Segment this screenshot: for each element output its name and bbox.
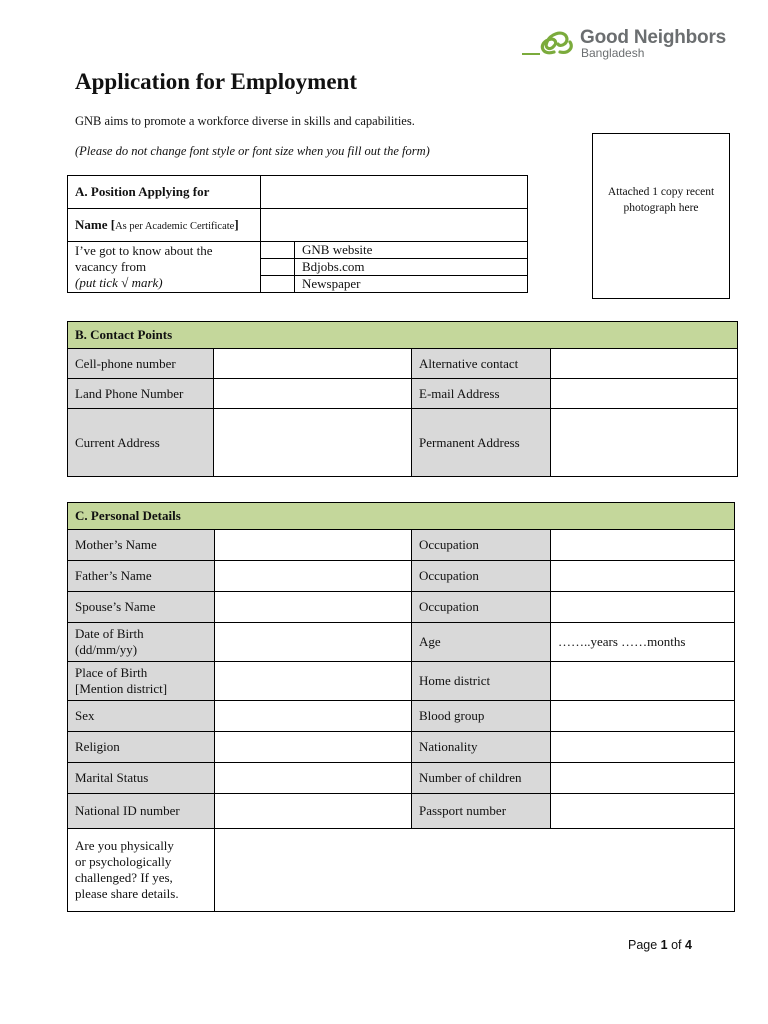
religion-input[interactable]: [215, 732, 412, 763]
challenged-label-line2: or psychologically: [75, 854, 172, 869]
alternative-contact-label: Alternative contact: [412, 349, 551, 379]
email-input[interactable]: [551, 379, 738, 409]
section-b-header: B. Contact Points: [68, 322, 738, 349]
good-neighbors-logo-icon: [520, 26, 578, 60]
mother-occupation-label: Occupation: [412, 530, 551, 561]
section-a-table: [67, 175, 528, 293]
challenged-label: [68, 829, 215, 912]
passport-number-input[interactable]: [551, 794, 735, 829]
nationality-label: Nationality: [412, 732, 551, 763]
photo-box[interactable]: [592, 133, 730, 299]
spouses-name-input[interactable]: [215, 592, 412, 623]
font-note: (Please do not change font style or font size when you fill out the form): [75, 144, 430, 158]
age-label: Age: [412, 623, 551, 662]
page-number: [628, 938, 692, 952]
name-label-note: As per Academic Certificate: [115, 220, 235, 232]
position-label: A. Position Applying for: [68, 176, 261, 209]
blood-group-input[interactable]: [551, 701, 735, 732]
spouse-occupation-input[interactable]: [551, 592, 735, 623]
fathers-name-label: Father’s Name: [68, 561, 215, 592]
page-total: 4: [685, 938, 692, 952]
logo-subtitle: Bangladesh: [581, 46, 645, 60]
photo-box-line1: Attached 1 copy recent: [607, 186, 715, 198]
cell-phone-label: Cell-phone number: [68, 349, 214, 379]
spouse-occupation-label: Occupation: [412, 592, 551, 623]
position-input[interactable]: [261, 176, 528, 209]
place-of-birth-label-line1: Place of Birth: [75, 665, 148, 680]
national-id-input[interactable]: [215, 794, 412, 829]
sex-input[interactable]: [215, 701, 412, 732]
religion-label: Religion: [68, 732, 215, 763]
name-label: [68, 209, 261, 242]
vacancy-label-line3: (put tick √ mark): [75, 275, 163, 290]
age-input[interactable]: ……..years ……months: [551, 623, 735, 662]
tick-box-newspaper[interactable]: [261, 276, 295, 293]
page-current: 1: [660, 938, 668, 952]
mothers-name-input[interactable]: [215, 530, 412, 561]
marital-status-input[interactable]: [215, 763, 412, 794]
email-label: E-mail Address: [412, 379, 551, 409]
current-address-input[interactable]: [214, 409, 412, 477]
sex-label: Sex: [68, 701, 215, 732]
date-of-birth-input[interactable]: [215, 623, 412, 662]
photo-box-line2: photograph here: [623, 202, 699, 214]
page-mid: of: [667, 938, 685, 952]
tick-box-bdjobs[interactable]: [261, 259, 295, 276]
source-gnb-website: GNB website: [295, 242, 528, 259]
vacancy-label-line2: vacancy from: [75, 259, 147, 274]
challenged-label-line4: please share details.: [75, 886, 179, 901]
land-phone-input[interactable]: [214, 379, 412, 409]
place-of-birth-label: [68, 662, 215, 701]
tick-box-gnb-website[interactable]: [261, 242, 295, 259]
alternative-contact-input[interactable]: [551, 349, 738, 379]
name-input[interactable]: [261, 209, 528, 242]
passport-number-label: Passport number: [412, 794, 551, 829]
father-occupation-input[interactable]: [551, 561, 735, 592]
place-of-birth-input[interactable]: [215, 662, 412, 701]
vacancy-label-line1: I’ve got to know about the: [75, 243, 213, 258]
marital-status-label: Marital Status: [68, 763, 215, 794]
date-of-birth-label: [68, 623, 215, 662]
place-of-birth-label-line2: [Mention district]: [75, 681, 168, 696]
challenged-label-line1: Are you physically: [75, 838, 174, 853]
date-of-birth-label-line2: (dd/mm/yy): [75, 642, 138, 657]
source-newspaper: Newspaper: [295, 276, 528, 293]
name-label-close: ]: [234, 216, 239, 232]
land-phone-label: Land Phone Number: [68, 379, 214, 409]
section-b-table: [67, 321, 738, 477]
home-district-input[interactable]: [551, 662, 735, 701]
current-address-label: Current Address: [68, 409, 214, 477]
challenged-details-input[interactable]: [215, 829, 735, 912]
challenged-label-line3: challenged? If yes,: [75, 870, 173, 885]
vacancy-label: [68, 242, 261, 293]
fathers-name-input[interactable]: [215, 561, 412, 592]
mothers-name-label: Mother’s Name: [68, 530, 215, 561]
page-prefix: Page: [628, 938, 661, 952]
nationality-input[interactable]: [551, 732, 735, 763]
date-of-birth-label-line1: Date of Birth: [75, 626, 144, 641]
cell-phone-input[interactable]: [214, 349, 412, 379]
section-c-table: [67, 502, 735, 912]
good-neighbors-logo: [520, 26, 740, 66]
permanent-address-label: Permanent Address: [412, 409, 551, 477]
home-district-label: Home district: [412, 662, 551, 701]
spouses-name-label: Spouse’s Name: [68, 592, 215, 623]
mother-occupation-input[interactable]: [551, 530, 735, 561]
name-label-text: Name [: [75, 216, 116, 232]
father-occupation-label: Occupation: [412, 561, 551, 592]
number-of-children-label: Number of children: [412, 763, 551, 794]
section-c-header: C. Personal Details: [68, 503, 735, 530]
national-id-label: National ID number: [68, 794, 215, 829]
blood-group-label: Blood group: [412, 701, 551, 732]
logo-name: Good Neighbors: [580, 27, 727, 48]
page-title: Application for Employment: [75, 69, 357, 94]
source-bdjobs: Bdjobs.com: [295, 259, 528, 276]
permanent-address-input[interactable]: [551, 409, 738, 477]
number-of-children-input[interactable]: [551, 763, 735, 794]
intro-text: GNB aims to promote a workforce diverse in skills and capabilities.: [75, 114, 415, 128]
